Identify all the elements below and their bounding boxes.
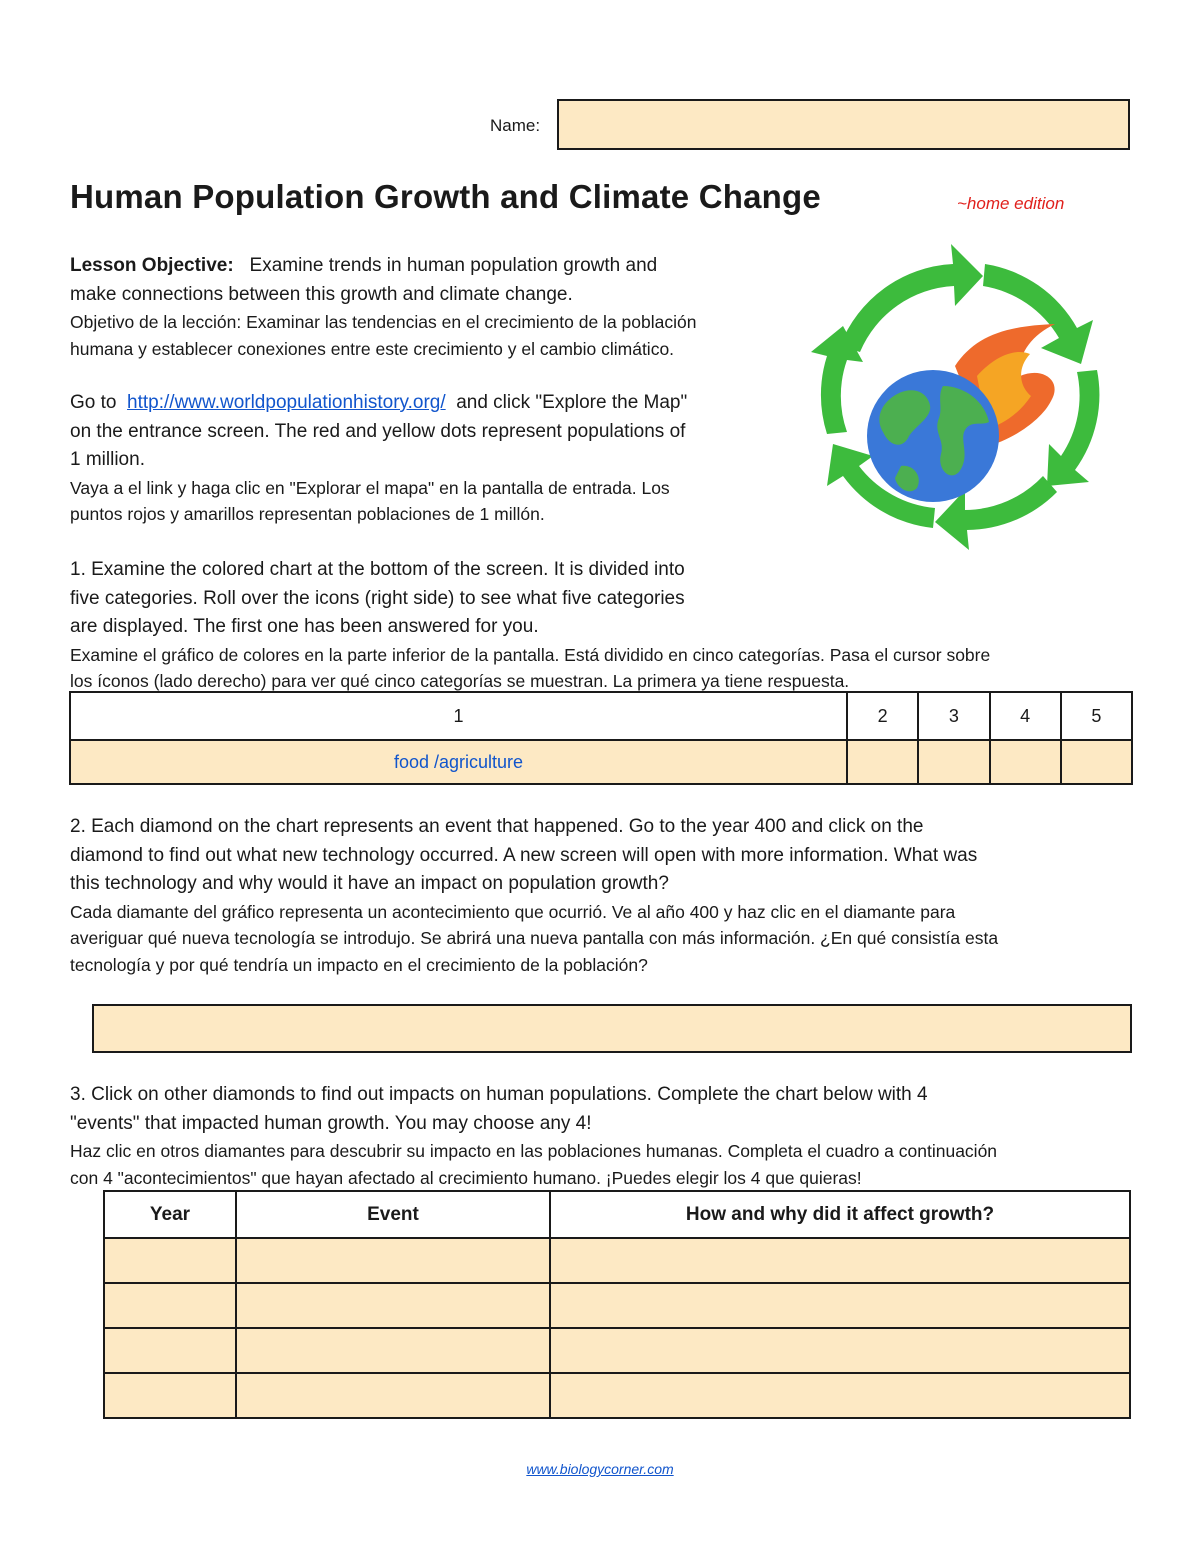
category-answer-2[interactable] — [847, 740, 918, 784]
categories-table — [69, 691, 1133, 785]
year-column-header: Year — [104, 1191, 236, 1238]
q1-es-1: Examine el gráfico de colores en la parte inferior de la pantalla. Está dividido en cinco categorías. Pasa el cursor sobre — [70, 644, 991, 665]
intro-line-2: on the entrance screen. The red and yellow dots represent populations of — [70, 420, 686, 442]
effect-input[interactable] — [550, 1373, 1130, 1418]
lesson-objective — [70, 252, 790, 362]
year-input[interactable] — [104, 1373, 236, 1418]
name-input[interactable] — [557, 99, 1130, 150]
q2-es-1: Cada diamante del gráfico representa un acontecimiento que ocurrió. Ve al año 400 y haz clic en el diamante para — [70, 901, 956, 922]
effect-column-header: How and why did it affect growth? — [550, 1191, 1130, 1238]
name-label: Name: — [490, 116, 541, 135]
year-input[interactable] — [104, 1328, 236, 1373]
go-to-text: Go to — [70, 392, 117, 413]
category-answer-5[interactable] — [1061, 740, 1132, 784]
effect-input[interactable] — [550, 1328, 1130, 1373]
objective-text-en-1: Examine trends in human population growth and — [249, 255, 658, 276]
event-input[interactable] — [236, 1283, 550, 1328]
category-header-3: 3 — [918, 692, 989, 740]
q2-en-2: diamond to find out what new technology occurred. A new screen will open with more information. What was — [70, 844, 978, 866]
earth-globe-icon — [867, 370, 999, 502]
category-header-5: 5 — [1061, 692, 1132, 740]
table-row — [104, 1373, 1130, 1418]
category-answer-3[interactable] — [918, 740, 989, 784]
question-2 — [70, 813, 1130, 978]
category-answer-1[interactable]: food /agriculture — [70, 740, 847, 784]
q1-en-2: five categories. Roll over the icons (right side) to see what five categories — [70, 587, 685, 609]
q2-answer-input[interactable] — [92, 1004, 1132, 1053]
year-input[interactable] — [104, 1283, 236, 1328]
objective-text-es-1: Objetivo de la lección: Examinar las tendencias en el crecimiento de la población — [70, 312, 697, 332]
event-column-header: Event — [236, 1191, 550, 1238]
intro-instructions — [70, 389, 790, 528]
q3-en-1: 3. Click on other diamonds to find out impacts on human populations. Complete the chart below with 4 — [70, 1084, 928, 1105]
biologycorner-link[interactable]: www.biologycorner.com — [526, 1461, 674, 1477]
intro-es-1: Vaya a el link y haga clic en "Explorar el mapa" en la pantalla de entrada. Los — [70, 477, 670, 498]
event-input[interactable] — [236, 1328, 550, 1373]
event-input[interactable] — [236, 1373, 550, 1418]
question-1 — [70, 556, 1130, 695]
q3-es-1: Haz clic en otros diamantes para descubrir su impacto en las poblaciones humanas. Completa el cuadro a continuación — [70, 1141, 998, 1161]
category-header-2: 2 — [847, 692, 918, 740]
effect-input[interactable] — [550, 1238, 1130, 1283]
categories-answer-row — [70, 740, 1132, 784]
q1-es-2: los íconos (lado derecho) para ver qué cinco categorías se muestran. La primera ya tiene respuesta. — [70, 671, 850, 691]
q2-es-3: tecnología y por qué tendría un impacto en el crecimiento de la población? — [70, 954, 648, 975]
question-3 — [70, 1081, 1130, 1191]
events-table — [103, 1190, 1131, 1419]
event-input[interactable] — [236, 1238, 550, 1283]
intro-rest-1: and click "Explore the Map" — [456, 392, 688, 413]
intro-es-2: puntos rojos y amarillos representan poblaciones de 1 millón. — [70, 504, 545, 524]
category-header-1: 1 — [70, 692, 847, 740]
categories-header-row — [70, 692, 1132, 740]
q1-en-1: 1. Examine the colored chart at the bottom of the screen. It is divided into — [70, 559, 685, 580]
q2-en-3: this technology and why would it have an impact on population growth? — [70, 873, 669, 894]
q1-en-3: are displayed. The first one has been answered for you. — [70, 616, 539, 637]
category-header-4: 4 — [990, 692, 1061, 740]
page-title: Human Population Growth and Climate Change — [70, 178, 821, 215]
category-answer-4[interactable] — [990, 740, 1061, 784]
q3-es-2: con 4 "acontecimientos" que hayan afectado al crecimiento humano. ¡Puedes elegir los 4 que quieras! — [70, 1167, 862, 1188]
table-row — [104, 1328, 1130, 1373]
earth-climate-cycle-illustration — [805, 236, 1123, 566]
footer — [0, 1461, 1200, 1477]
objective-text-es-2: humana y establecer conexiones entre este crecimiento y el cambio climático. — [70, 338, 675, 359]
year-input[interactable] — [104, 1238, 236, 1283]
table-row — [104, 1238, 1130, 1283]
q3-en-2: "events" that impacted human growth. You may choose any 4! — [70, 1112, 592, 1134]
table-row — [104, 1283, 1130, 1328]
worldpopulationhistory-link[interactable]: http://www.worldpopulationhistory.org/ — [127, 392, 446, 413]
q2-es-2: averiguar qué nueva tecnología se introdujo. Se abrirá una nueva pantalla con más información. ¿En qué consistía esta — [70, 928, 999, 948]
events-header-row — [104, 1191, 1130, 1238]
intro-line-3: 1 million. — [70, 449, 145, 470]
objective-text-en-2: make connections between this growth and climate change. — [70, 283, 573, 305]
effect-input[interactable] — [550, 1283, 1130, 1328]
q2-en-1: 2. Each diamond on the chart represents an event that happened. Go to the year 400 and click on the — [70, 816, 924, 837]
edition-label: ~home edition — [957, 194, 1065, 213]
objective-label: Lesson Objective: — [70, 255, 234, 276]
